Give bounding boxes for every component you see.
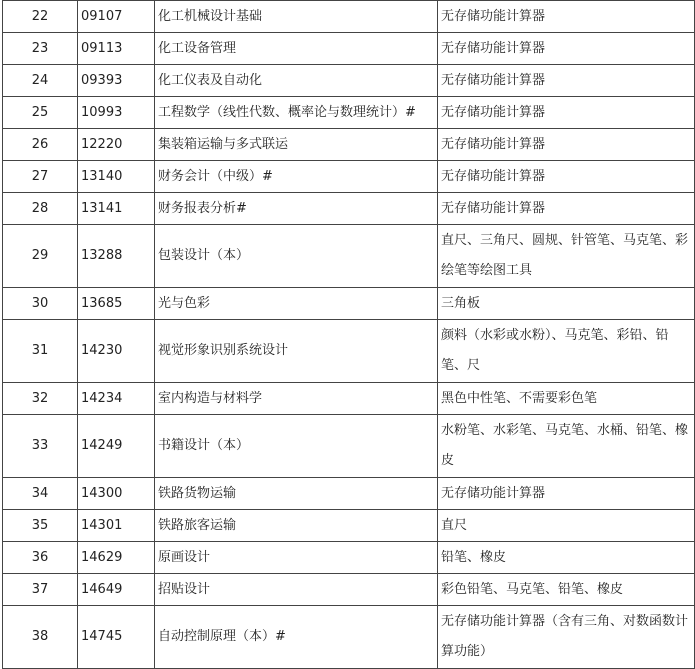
course-code: 09113 [78,33,155,65]
row-number: 31 [3,320,78,383]
course-name: 室内构造与材料学 [155,383,438,415]
table-row [3,606,695,669]
table-row [3,383,695,415]
allowed-tools: 铅笔、橡皮 [438,542,695,574]
table-row [3,542,695,574]
course-code: 12220 [78,129,155,161]
table-row [3,1,695,33]
exam-tools-table [2,0,695,669]
row-number: 30 [3,288,78,320]
table-row [3,129,695,161]
row-number: 22 [3,1,78,33]
row-number: 33 [3,415,78,478]
course-name: 财务会计（中级）# [155,161,438,193]
row-number: 34 [3,478,78,510]
course-code: 14745 [78,606,155,669]
row-number: 27 [3,161,78,193]
table-row [3,574,695,606]
table-row [3,33,695,65]
course-name: 铁路旅客运输 [155,510,438,542]
allowed-tools: 水粉笔、水彩笔、马克笔、水桶、铅笔、橡皮 [438,415,695,478]
course-code: 13141 [78,193,155,225]
table-row [3,161,695,193]
table-row [3,478,695,510]
row-number: 36 [3,542,78,574]
allowed-tools: 黑色中性笔、不需要彩色笔 [438,383,695,415]
row-number: 24 [3,65,78,97]
course-name: 工程数学（线性代数、概率论与数理统计）# [155,97,438,129]
allowed-tools: 三角板 [438,288,695,320]
course-name: 集装箱运输与多式联运 [155,129,438,161]
row-number: 26 [3,129,78,161]
table-row [3,320,695,383]
course-code: 13685 [78,288,155,320]
row-number: 23 [3,33,78,65]
allowed-tools: 颜料（水彩或水粉）、马克笔、彩铅、铅笔、尺 [438,320,695,383]
course-code: 13140 [78,161,155,193]
table-row [3,97,695,129]
course-code: 14300 [78,478,155,510]
row-number: 25 [3,97,78,129]
allowed-tools: 直尺、三角尺、圆规、针管笔、马克笔、彩绘笔等绘图工具 [438,225,695,288]
course-name: 铁路货物运输 [155,478,438,510]
course-name: 化工机械设计基础 [155,1,438,33]
table-row [3,225,695,288]
row-number: 32 [3,383,78,415]
allowed-tools: 无存储功能计算器 [438,478,695,510]
row-number: 28 [3,193,78,225]
row-number: 38 [3,606,78,669]
allowed-tools: 无存储功能计算器 [438,193,695,225]
course-name: 视觉形象识别系统设计 [155,320,438,383]
table-row [3,65,695,97]
course-name: 财务报表分析# [155,193,438,225]
allowed-tools: 直尺 [438,510,695,542]
course-code: 10993 [78,97,155,129]
row-number: 35 [3,510,78,542]
allowed-tools: 无存储功能计算器（含有三角、对数函数计算功能） [438,606,695,669]
allowed-tools: 无存储功能计算器 [438,97,695,129]
table-row [3,193,695,225]
course-code: 09107 [78,1,155,33]
course-name: 包装设计（本） [155,225,438,288]
course-name: 书籍设计（本） [155,415,438,478]
table-row [3,510,695,542]
table-row [3,415,695,478]
allowed-tools: 无存储功能计算器 [438,33,695,65]
course-code: 14301 [78,510,155,542]
table-body [3,1,695,669]
course-code: 14629 [78,542,155,574]
course-code: 14234 [78,383,155,415]
course-code: 14649 [78,574,155,606]
allowed-tools: 无存储功能计算器 [438,1,695,33]
course-name: 化工仪表及自动化 [155,65,438,97]
course-code: 13288 [78,225,155,288]
row-number: 37 [3,574,78,606]
course-name: 招贴设计 [155,574,438,606]
course-code: 09393 [78,65,155,97]
allowed-tools: 彩色铅笔、马克笔、铅笔、橡皮 [438,574,695,606]
allowed-tools: 无存储功能计算器 [438,129,695,161]
course-name: 自动控制原理（本）# [155,606,438,669]
allowed-tools: 无存储功能计算器 [438,161,695,193]
table-row [3,288,695,320]
row-number: 29 [3,225,78,288]
course-code: 14230 [78,320,155,383]
course-name: 原画设计 [155,542,438,574]
allowed-tools: 无存储功能计算器 [438,65,695,97]
course-name: 化工设备管理 [155,33,438,65]
course-name: 光与色彩 [155,288,438,320]
course-code: 14249 [78,415,155,478]
